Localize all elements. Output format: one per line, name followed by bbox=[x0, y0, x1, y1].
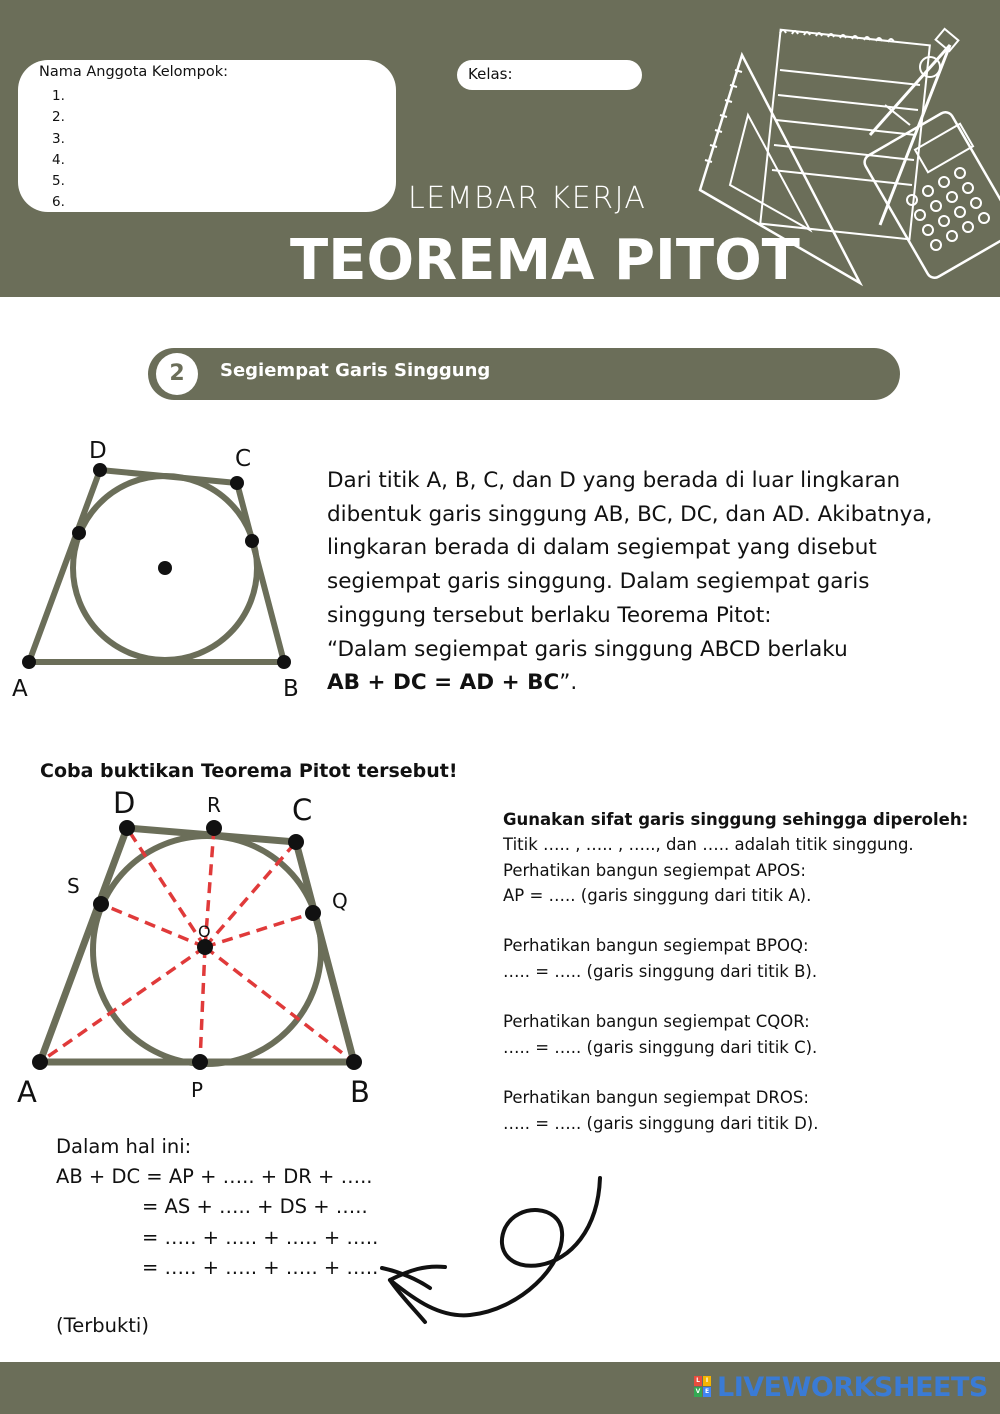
members-box bbox=[18, 60, 396, 212]
member-row[interactable]: 5. bbox=[52, 173, 65, 190]
paragraph-line: dibentuk garis singgung AB, BC, DC, dan AD. Akibatnya, bbox=[327, 501, 933, 527]
logo-letter: V bbox=[695, 1388, 701, 1395]
proof-line-4[interactable]: = ….. + ….. + ….. + ….. bbox=[142, 1255, 379, 1279]
proof-figure bbox=[0, 780, 400, 1120]
label-s: S bbox=[67, 874, 80, 898]
vertex-a-dot bbox=[22, 655, 36, 669]
label-a: A bbox=[12, 676, 28, 702]
paragraph-line: singgung tersebut berlaku Teorema Pitot: bbox=[327, 602, 772, 628]
label-q: Q bbox=[332, 889, 348, 913]
logo-letter: E bbox=[704, 1388, 710, 1395]
paragraph-line: Dari titik A, B, C, dan D yang berada di luar lingkaran bbox=[327, 468, 901, 493]
pitot-formula: AB + DC = AD + BC bbox=[327, 670, 560, 696]
kelas-field[interactable] bbox=[457, 60, 642, 90]
property-line: Perhatikan bangun segiempat BPOQ: bbox=[503, 936, 809, 956]
property-line[interactable]: ….. = ….. (garis singgung dari titik D). bbox=[503, 1113, 819, 1133]
property-line[interactable]: AP = ….. (garis singgung dari titik A). bbox=[503, 885, 812, 905]
logo-letter: I bbox=[703, 1376, 711, 1386]
formula-line bbox=[327, 666, 963, 700]
properties-heading: Gunakan sifat garis singgung sehingga diperoleh: bbox=[503, 810, 969, 829]
label-r: R bbox=[207, 793, 221, 817]
point-s-dot bbox=[93, 896, 109, 912]
vertex-a-dot bbox=[32, 1054, 48, 1070]
proof-line-2[interactable]: = AS + ….. + DS + ….. bbox=[142, 1195, 368, 1219]
label-b: B bbox=[350, 1075, 370, 1109]
property-spacer bbox=[503, 1060, 983, 1085]
property-line[interactable]: ….. = ….. (garis singgung dari titik B). bbox=[503, 961, 818, 981]
header-banner bbox=[0, 0, 1000, 297]
vertex-c-dot bbox=[230, 476, 244, 490]
label-d: D bbox=[89, 438, 107, 464]
vertex-d-dot bbox=[93, 463, 107, 477]
vertex-b-dot bbox=[277, 655, 291, 669]
property-line: Perhatikan bangun segiempat APOS: bbox=[503, 860, 806, 880]
members-list bbox=[52, 86, 65, 214]
label-d: D bbox=[113, 786, 136, 820]
label-c: C bbox=[292, 793, 313, 827]
paragraph-line: lingkaran berada di dalam segiempat yang disebut bbox=[327, 535, 877, 561]
tangent-point-right bbox=[245, 534, 259, 548]
formula-end: ”. bbox=[559, 670, 578, 696]
kelas-label: Kelas: bbox=[468, 65, 513, 83]
proof-line-3[interactable]: = ….. + ….. + ….. + ….. bbox=[142, 1225, 379, 1249]
paragraph-line: segiempat garis singgung. Dalam segiempat garis bbox=[327, 569, 870, 595]
math-tools-illustration bbox=[680, 25, 1000, 295]
section-number: 2 bbox=[156, 353, 198, 395]
label-p: P bbox=[191, 1078, 204, 1102]
property-spacer bbox=[503, 908, 983, 933]
curly-arrow-icon bbox=[370, 1170, 620, 1330]
center-o-dot bbox=[197, 939, 213, 955]
member-row[interactable]: 3. bbox=[52, 130, 65, 147]
property-line: Perhatikan bangun segiempat DROS: bbox=[503, 1088, 809, 1108]
proof-line-1[interactable]: AB + DC = AP + ….. + DR + ….. bbox=[56, 1165, 373, 1189]
liveworksheets-logo-icon bbox=[694, 1376, 712, 1398]
proof-heading: Coba buktikan Teorema Pitot tersebut! bbox=[40, 760, 458, 782]
member-row[interactable]: 2. bbox=[52, 109, 65, 126]
member-row[interactable]: 6. bbox=[52, 194, 65, 211]
label-a: A bbox=[17, 1075, 37, 1109]
vertex-b-dot bbox=[346, 1054, 362, 1070]
proof-equations bbox=[56, 1132, 378, 1283]
members-title: Nama Anggota Kelompok: bbox=[39, 64, 229, 80]
property-spacer bbox=[503, 984, 983, 1009]
tangential-quadrilateral-figure bbox=[0, 430, 320, 710]
member-row[interactable]: 4. bbox=[52, 151, 65, 168]
tangent-point-left bbox=[72, 526, 86, 540]
property-line[interactable]: Titik ….. , ….. , ….., dan ….. adalah titik singgung. bbox=[503, 835, 914, 855]
proof-conclusion: (Terbukti) bbox=[56, 1314, 149, 1337]
set-square-icon bbox=[700, 55, 860, 283]
label-b: B bbox=[283, 676, 299, 702]
vertex-c-dot bbox=[288, 834, 304, 850]
logo-letter: L bbox=[694, 1376, 702, 1386]
quadrilateral-abcd bbox=[29, 470, 284, 662]
point-r-dot bbox=[206, 820, 222, 836]
member-row[interactable]: 1. bbox=[52, 88, 65, 104]
paragraph-line: “Dalam segiempat garis singgung ABCD berlaku bbox=[327, 636, 848, 662]
page-title: TEOREMA PITOT bbox=[290, 228, 800, 293]
tangent-properties bbox=[503, 807, 983, 1136]
page-subtitle: LEMBAR KERJA bbox=[408, 181, 647, 216]
calculator-icon bbox=[862, 109, 1000, 280]
theorem-description bbox=[327, 464, 963, 700]
point-p-dot bbox=[192, 1054, 208, 1070]
label-c: C bbox=[235, 446, 252, 472]
property-line[interactable]: ….. = ….. (garis singgung dari titik C). bbox=[503, 1037, 818, 1057]
center-dot bbox=[158, 561, 172, 575]
property-line: Perhatikan bangun segiempat CQOR: bbox=[503, 1012, 810, 1032]
vertex-d-dot bbox=[119, 820, 135, 836]
proof-intro: Dalam hal ini: bbox=[56, 1135, 192, 1158]
segment-oc bbox=[205, 842, 296, 947]
liveworksheets-brand[interactable]: LIVEWORKSHEETS bbox=[717, 1372, 988, 1403]
point-q-dot bbox=[305, 905, 321, 921]
segment-op bbox=[200, 947, 205, 1062]
section-title: Segiempat Garis Singgung bbox=[220, 360, 491, 381]
label-o: O bbox=[198, 922, 211, 941]
